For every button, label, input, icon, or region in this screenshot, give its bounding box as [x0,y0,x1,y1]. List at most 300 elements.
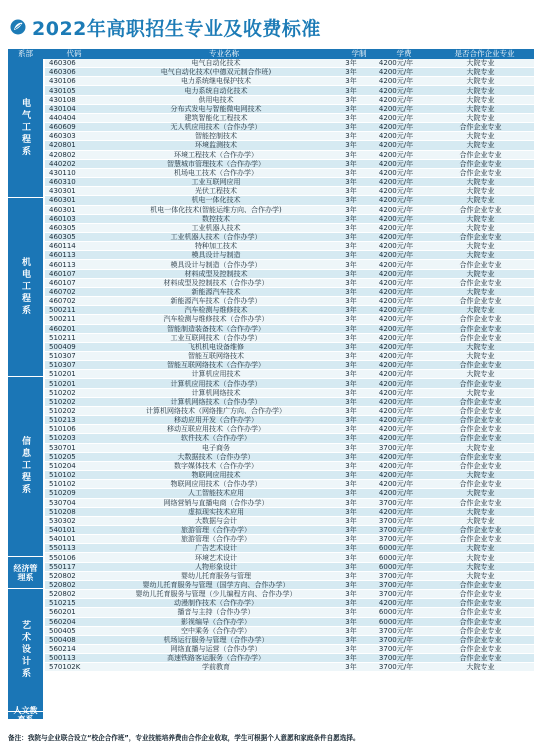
cell-coop: 合作企业专业 [427,452,534,461]
cell-fee: 3700元/年 [365,645,427,654]
table-row [45,86,534,95]
cell-years: 3年 [337,471,365,480]
cell-fee: 6000元/年 [365,608,427,617]
cell-fee: 4200元/年 [365,260,427,269]
cell-coop: 大院专业 [427,507,534,516]
cell-coop: 大院专业 [427,196,534,205]
cell-coop: 大院专业 [427,68,534,77]
cell-name: 新能源汽车技术 [95,287,337,296]
cell-code: 550113 [45,544,95,553]
department-cell [8,706,43,725]
cell-coop: 大院专业 [427,388,534,397]
table-row [45,425,534,434]
cell-code: 550106 [45,553,95,562]
cell-code: 510204 [45,461,95,470]
cell-fee: 4200元/年 [365,123,427,132]
table-row [45,553,534,562]
cell-coop: 合作企业专业 [427,654,534,663]
cell-code: 510201 [45,370,95,379]
cell-code: 460201 [45,324,95,333]
cell-coop: 合作企业专业 [427,297,534,306]
cell-years: 3年 [337,68,365,77]
cell-code: 500409 [45,342,95,351]
cell-name: 光伏工程技术 [95,187,337,196]
table-row [45,599,534,608]
cell-years: 3年 [337,379,365,388]
cell-name: 影视编导（合作办学） [95,617,337,626]
cell-code: 560204 [45,617,95,626]
cell-coop: 大院专业 [427,141,534,150]
cell-name: 婴幼儿托育服务与管理 [95,571,337,580]
cell-code: 500211 [45,315,95,324]
table-row [45,397,534,406]
cell-years: 3年 [337,150,365,159]
cell-name: 材料成型及控制技术（合作办学） [95,278,337,287]
cell-coop: 合作企业专业 [427,635,534,644]
table-row [45,324,534,333]
cell-coop: 大院专业 [427,571,534,580]
table-row [45,489,534,498]
cell-years: 3年 [337,333,365,342]
cell-name: 环境工程技术（合作办学） [95,150,337,159]
cell-code: 570102K [45,663,95,672]
table-row [45,95,534,104]
cell-fee: 4200元/年 [365,86,427,95]
table-row [45,352,534,361]
table-row [45,342,534,351]
table-row [45,168,534,177]
table-row [45,590,534,599]
cell-name: 智能制造装备技术（合作办学） [95,324,337,333]
table-header [8,49,534,59]
cell-code: 430105 [45,86,95,95]
table-row [45,306,534,315]
cell-fee: 4200元/年 [365,187,427,196]
table-row [45,461,534,470]
cell-fee: 4200元/年 [365,471,427,480]
table-row [45,68,534,77]
cell-name: 智能互联网络技术（合作办学） [95,361,337,370]
cell-code: 560214 [45,645,95,654]
cell-name: 物联网应用技术 [95,471,337,480]
cell-years: 3年 [337,352,365,361]
cell-name: 新能源汽车技术（合作办学） [95,297,337,306]
table-row [45,635,534,644]
cell-name: 广告艺术设计 [95,544,337,553]
cell-code: 510203 [45,434,95,443]
table-row [45,645,534,654]
cell-coop: 合作企业专业 [427,416,534,425]
cell-years: 3年 [337,297,365,306]
table-row [45,626,534,635]
cell-years: 3年 [337,123,365,132]
fee-table [45,59,534,672]
cell-years: 3年 [337,580,365,589]
cell-years: 3年 [337,196,365,205]
cell-code: 460306 [45,59,95,68]
cell-code: 460310 [45,178,95,187]
cell-code: 460301 [45,205,95,214]
cell-coop: 大院专业 [427,342,534,351]
cell-years: 3年 [337,645,365,654]
table-row [45,361,534,370]
cell-years: 3年 [337,269,365,278]
cell-coop: 合作企业专业 [427,626,534,635]
cell-fee: 3700元/年 [365,525,427,534]
cell-name: 动漫制作技术（合作办学） [95,599,337,608]
cell-fee: 4200元/年 [365,425,427,434]
cell-fee: 4200元/年 [365,342,427,351]
table-row [45,571,534,580]
cell-fee: 4200元/年 [365,397,427,406]
footnote: 备注：我院与企业联合设立“校企合作班”，专业技能培养费由合作企业收取，学生可根据个人意愿和家庭条件自愿选择。 [8,734,360,742]
cell-fee: 4200元/年 [365,461,427,470]
cell-code: 510211 [45,333,95,342]
cell-fee: 6000元/年 [365,553,427,562]
table-row [45,315,534,324]
cell-name: 环境监测技术 [95,141,337,150]
cell-fee: 4200元/年 [365,214,427,223]
cell-name: 智能互联网络技术 [95,352,337,361]
cell-years: 3年 [337,287,365,296]
cell-name: 模具设计与制造 [95,251,337,260]
cell-coop: 合作企业专业 [427,406,534,415]
table-row [45,370,534,379]
cell-name: 虚拟现实技术应用 [95,507,337,516]
cell-years: 3年 [337,251,365,260]
table-row [45,260,534,269]
department-label: 经济管 理系 [13,563,38,582]
cell-coop: 合作企业专业 [427,425,534,434]
cell-fee: 3700元/年 [365,571,427,580]
cell-fee: 4200元/年 [365,150,427,159]
cell-name: 计算机网络技术（合作办学） [95,397,337,406]
cell-coop: 大院专业 [427,77,534,86]
cell-coop: 大院专业 [427,562,534,571]
cell-fee: 4200元/年 [365,168,427,177]
cell-fee: 4200元/年 [365,242,427,251]
cell-years: 3年 [337,397,365,406]
cell-fee: 4200元/年 [365,251,427,260]
cell-coop: 大院专业 [427,187,534,196]
cell-fee: 6000元/年 [365,617,427,626]
cell-code: 510205 [45,452,95,461]
cell-coop: 合作企业专业 [427,480,534,489]
cell-name: 模具设计与制造（合作办学） [95,260,337,269]
cell-years: 3年 [337,178,365,187]
table-row [45,159,534,168]
cell-code: 510215 [45,599,95,608]
cell-years: 3年 [337,663,365,672]
cell-name: 无人机应用技术（合作办学） [95,123,337,132]
cell-coop: 合作企业专业 [427,590,534,599]
cell-code: 520802 [45,590,95,599]
cell-coop: 合作企业专业 [427,617,534,626]
cell-coop: 合作企业专业 [427,260,534,269]
cell-coop: 合作企业专业 [427,123,534,132]
cell-code: 530704 [45,498,95,507]
cell-coop: 大院专业 [427,306,534,315]
cell-coop: 大院专业 [427,553,534,562]
cell-years: 3年 [337,406,365,415]
cell-years: 3年 [337,232,365,241]
cell-fee: 4200元/年 [365,306,427,315]
cell-name: 网络营销与直播电商（合作办学） [95,498,337,507]
cell-fee: 6000元/年 [365,562,427,571]
cell-name: 工业互联网应用 [95,178,337,187]
cell-years: 3年 [337,571,365,580]
cell-years: 3年 [337,544,365,553]
leaf-swirl-logo-icon [10,19,26,35]
cell-coop: 大院专业 [427,287,534,296]
cell-fee: 4200元/年 [365,95,427,104]
cell-fee: 4200元/年 [365,452,427,461]
cell-years: 3年 [337,187,365,196]
cell-code: 510209 [45,489,95,498]
cell-name: 机场运行服务与管理（合作办学） [95,635,337,644]
cell-coop: 合作企业专业 [427,333,534,342]
cell-fee: 4200元/年 [365,287,427,296]
table-row [45,416,534,425]
cell-code: 460306 [45,68,95,77]
table-row [45,251,534,260]
table-row [45,535,534,544]
cell-name: 特种加工技术 [95,242,337,251]
department-label: 人文教 育系 [13,706,38,725]
cell-years: 3年 [337,599,365,608]
cell-name: 机电一体化技术 [95,196,337,205]
cell-coop: 合作企业专业 [427,498,534,507]
cell-fee: 4200元/年 [365,297,427,306]
table-row [45,388,534,397]
cell-name: 物联网应用技术（合作办学） [95,480,337,489]
table-row [45,223,534,232]
cell-years: 3年 [337,654,365,663]
cell-years: 3年 [337,525,365,534]
cell-fee: 3700元/年 [365,443,427,452]
cell-coop: 大院专业 [427,86,534,95]
cell-code: 560201 [45,608,95,617]
department-cell [8,59,43,197]
cell-name: 人物形象设计 [95,562,337,571]
page-title: 2022年高职招生专业及收费标准 [32,17,321,40]
cell-fee: 4200元/年 [365,361,427,370]
table-row [45,480,534,489]
cell-coop: 大院专业 [427,663,534,672]
cell-fee: 4200元/年 [365,59,427,68]
table-row [45,443,534,452]
cell-fee: 3700元/年 [365,663,427,672]
cell-years: 3年 [337,104,365,113]
cell-code: 460114 [45,242,95,251]
cell-coop: 合作企业专业 [427,159,534,168]
cell-code: 510202 [45,388,95,397]
table-row [45,471,534,480]
cell-name: 婴幼儿托育服务与管理（国学方向、合作办学） [95,580,337,589]
table-row [45,150,534,159]
cell-name: 大数据技术（合作办学） [95,452,337,461]
cell-code: 510102 [45,480,95,489]
cell-fee: 4200元/年 [365,68,427,77]
cell-coop: 大院专业 [427,370,534,379]
table-row [45,379,534,388]
table-row [45,205,534,214]
cell-years: 3年 [337,617,365,626]
department-cell [8,589,43,710]
cell-coop: 合作企业专业 [427,150,534,159]
table-row [45,663,534,672]
table-row [45,525,534,534]
table-row [45,232,534,241]
cell-name: 播音与主持（合作办学） [95,608,337,617]
cell-coop: 大院专业 [427,242,534,251]
cell-years: 3年 [337,205,365,214]
table-row [45,654,534,663]
cell-fee: 4200元/年 [365,480,427,489]
cell-code: 500408 [45,635,95,644]
table-row [45,562,534,571]
cell-code: 430104 [45,104,95,113]
table-row [45,269,534,278]
cell-coop: 合作企业专业 [427,608,534,617]
table-row [45,434,534,443]
cell-code: 430301 [45,187,95,196]
cell-fee: 4200元/年 [365,223,427,232]
cell-fee: 4200元/年 [365,159,427,168]
cell-coop: 合作企业专业 [427,434,534,443]
cell-coop: 合作企业专业 [427,525,534,534]
cell-code: 510102 [45,471,95,480]
cell-name: 空中乘务（合作办学） [95,626,337,635]
cell-name: 环境艺术设计 [95,553,337,562]
cell-name: 计算机应用技术（合作办学） [95,379,337,388]
table-row [45,104,534,113]
cell-code: 460303 [45,132,95,141]
cell-code: 510208 [45,507,95,516]
cell-coop: 合作企业专业 [427,361,534,370]
cell-code: 510213 [45,416,95,425]
cell-fee: 4200元/年 [365,324,427,333]
cell-fee: 4200元/年 [365,406,427,415]
cell-coop: 合作企业专业 [427,599,534,608]
cell-years: 3年 [337,315,365,324]
cell-code: 500405 [45,626,95,635]
cell-name: 计算机网络技术 [95,388,337,397]
cell-years: 3年 [337,498,365,507]
cell-coop: 大院专业 [427,471,534,480]
cell-name: 旅游管理（合作办学） [95,525,337,534]
cell-name: 建筑智能化工程技术 [95,113,337,122]
cell-fee: 3700元/年 [365,654,427,663]
cell-fee: 4200元/年 [365,352,427,361]
cell-coop: 合作企业专业 [427,278,534,287]
cell-name: 机场电工技术（合作办学） [95,168,337,177]
cell-fee: 4200元/年 [365,205,427,214]
cell-years: 3年 [337,86,365,95]
cell-coop: 合作企业专业 [427,535,534,544]
header-dept: 系部 [18,49,33,58]
cell-code: 460301 [45,196,95,205]
table-row [45,132,534,141]
cell-coop: 大院专业 [427,544,534,553]
cell-code: 430110 [45,168,95,177]
table-row [45,297,534,306]
cell-code: 510307 [45,361,95,370]
cell-years: 3年 [337,141,365,150]
table-row [45,617,534,626]
cell-coop: 合作企业专业 [427,645,534,654]
table-row [45,287,534,296]
cell-fee: 4200元/年 [365,269,427,278]
cell-code: 460702 [45,297,95,306]
table-row [45,507,534,516]
cell-years: 3年 [337,95,365,104]
cell-coop: 合作企业专业 [427,461,534,470]
cell-name: 移动互联应用技术（合作办学） [95,425,337,434]
table-row [45,141,534,150]
cell-coop: 大院专业 [427,516,534,525]
cell-fee: 3700元/年 [365,535,427,544]
cell-fee: 4200元/年 [365,178,427,187]
cell-coop: 合作企业专业 [427,397,534,406]
cell-years: 3年 [337,324,365,333]
cell-years: 3年 [337,443,365,452]
cell-name: 供用电技术 [95,95,337,104]
table-row [45,113,534,122]
cell-code: 510307 [45,352,95,361]
cell-coop: 合作企业专业 [427,324,534,333]
cell-name: 机电一体化技术(智能运维方向、合作办学) [95,205,337,214]
cell-code: 510202 [45,397,95,406]
cell-name: 电子商务 [95,443,337,452]
header-name: 专业名称 [209,49,239,58]
table-row [45,77,534,86]
cell-years: 3年 [337,562,365,571]
table-row [45,187,534,196]
cell-coop: 大院专业 [427,132,534,141]
cell-fee: 4200元/年 [365,599,427,608]
cell-code: 460702 [45,287,95,296]
cell-code: 420802 [45,150,95,159]
department-label: 机电工程系 [20,256,30,317]
cell-name: 材料成型及控制技术 [95,269,337,278]
header-coop: 是否合作企业专业 [454,49,515,58]
cell-fee: 4200元/年 [365,370,427,379]
cell-fee: 3700元/年 [365,635,427,644]
cell-years: 3年 [337,461,365,470]
cell-name: 学前教育 [95,663,337,672]
table-row [45,452,534,461]
cell-coop: 大院专业 [427,104,534,113]
cell-years: 3年 [337,342,365,351]
cell-years: 3年 [337,168,365,177]
table-row [45,516,534,525]
cell-fee: 4200元/年 [365,132,427,141]
cell-years: 3年 [337,590,365,599]
header-code: 代码 [66,49,82,58]
cell-coop: 大院专业 [427,489,534,498]
cell-years: 3年 [337,223,365,232]
cell-fee: 4200元/年 [365,388,427,397]
cell-name: 大数据与会计 [95,516,337,525]
table-row [45,278,534,287]
cell-name: 分布式发电与智能微电网技术 [95,104,337,113]
cell-name: 电气自动化技术 [95,59,337,68]
cell-fee: 4200元/年 [365,232,427,241]
cell-code: 510202 [45,406,95,415]
cell-code: 460103 [45,214,95,223]
cell-years: 3年 [337,489,365,498]
